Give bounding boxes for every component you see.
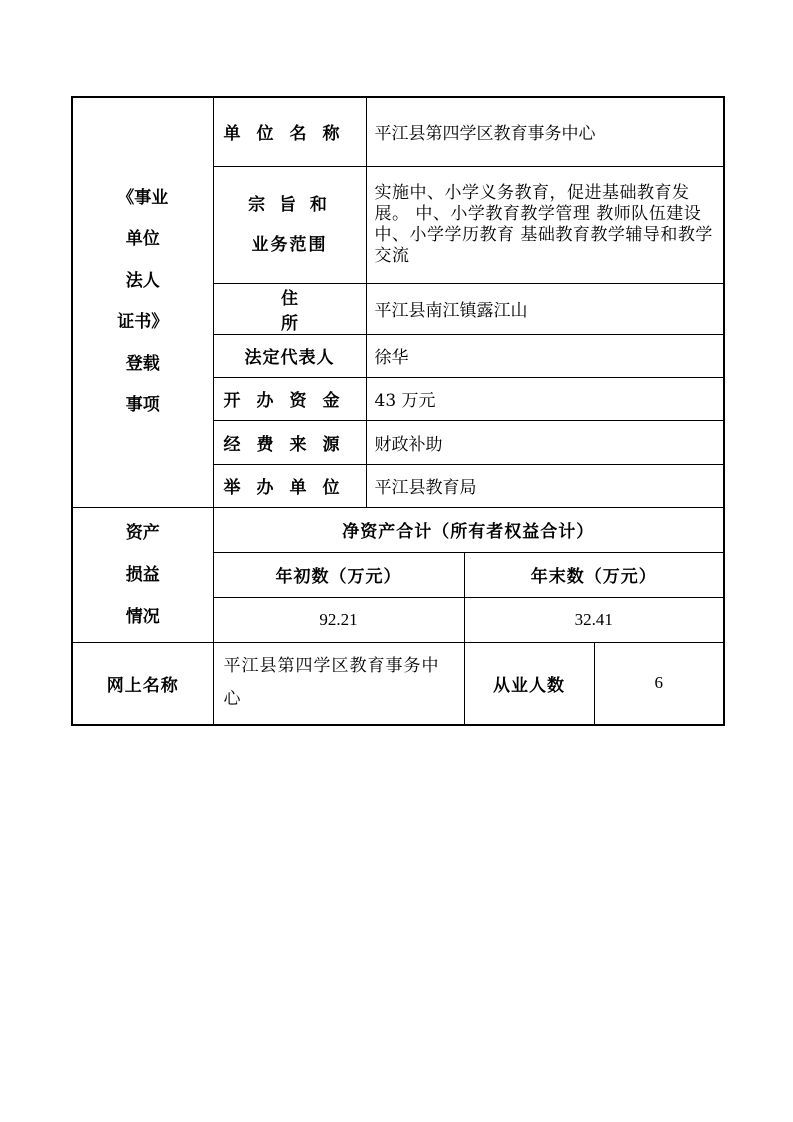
side-label-line: 证书》 [117, 312, 169, 333]
legal-rep-value: 徐华 [366, 334, 724, 377]
purpose-value: 实施中、小学义务教育，促进基础教育发展。 中、小学教育教学管理 教师队伍建设 中、小学学历教育 基础教育教学辅导和教学交流 [366, 166, 724, 283]
side-label-line: 单位 [125, 229, 160, 250]
side-label-line: 登载 [125, 353, 160, 374]
begin-amount-header: 年初数（万元） [213, 552, 464, 597]
online-name-label: 网上名称 [72, 642, 213, 725]
residence-value: 平江县南江镇露江山 [366, 283, 724, 334]
legal-rep-label: 法定代表人 [213, 334, 366, 377]
end-amount-value: 32.41 [464, 597, 724, 642]
sponsor-value: 平江县教育局 [366, 464, 724, 507]
staff-count-value: 6 [594, 642, 724, 725]
funding-source-value: 财政补助 [366, 420, 724, 464]
unit-name-label: 单位名称 [213, 97, 366, 166]
purpose-label-line: 宗 旨 和 [248, 194, 331, 215]
side-label-line: 事项 [125, 395, 160, 416]
side-label-line: 法人 [125, 270, 160, 291]
assets-side-label [73, 512, 213, 638]
staff-count-label: 从业人数 [464, 642, 594, 725]
side-label-line: 损益 [125, 564, 160, 585]
residence-label: 住所 [213, 283, 366, 334]
capital-label: 开办资金 [213, 377, 366, 420]
side-label-line: 情况 [125, 606, 160, 627]
purpose-label-line: 业务范围 [251, 234, 328, 255]
registration-side-label [73, 178, 213, 427]
end-amount-header: 年末数（万元） [464, 552, 724, 597]
unit-name-value: 平江县第四学区教育事务中心 [366, 97, 724, 166]
begin-amount-value: 92.21 [213, 597, 464, 642]
funding-source-label: 经费来源 [213, 420, 366, 464]
net-assets-title: 净资产合计（所有者权益合计） [213, 507, 724, 552]
registration-side-label-cell [72, 97, 213, 507]
side-label-line: 《事业 [117, 187, 169, 208]
sponsor-label: 举办单位 [213, 464, 366, 507]
purpose-label-cell [213, 166, 366, 283]
online-name-value: 平江县第四学区教育事务中心 [213, 642, 464, 725]
assets-side-label-cell [72, 507, 213, 642]
side-label-line: 资产 [125, 522, 160, 543]
certificate-table [71, 96, 725, 726]
capital-value: 43 万元 [366, 377, 724, 420]
